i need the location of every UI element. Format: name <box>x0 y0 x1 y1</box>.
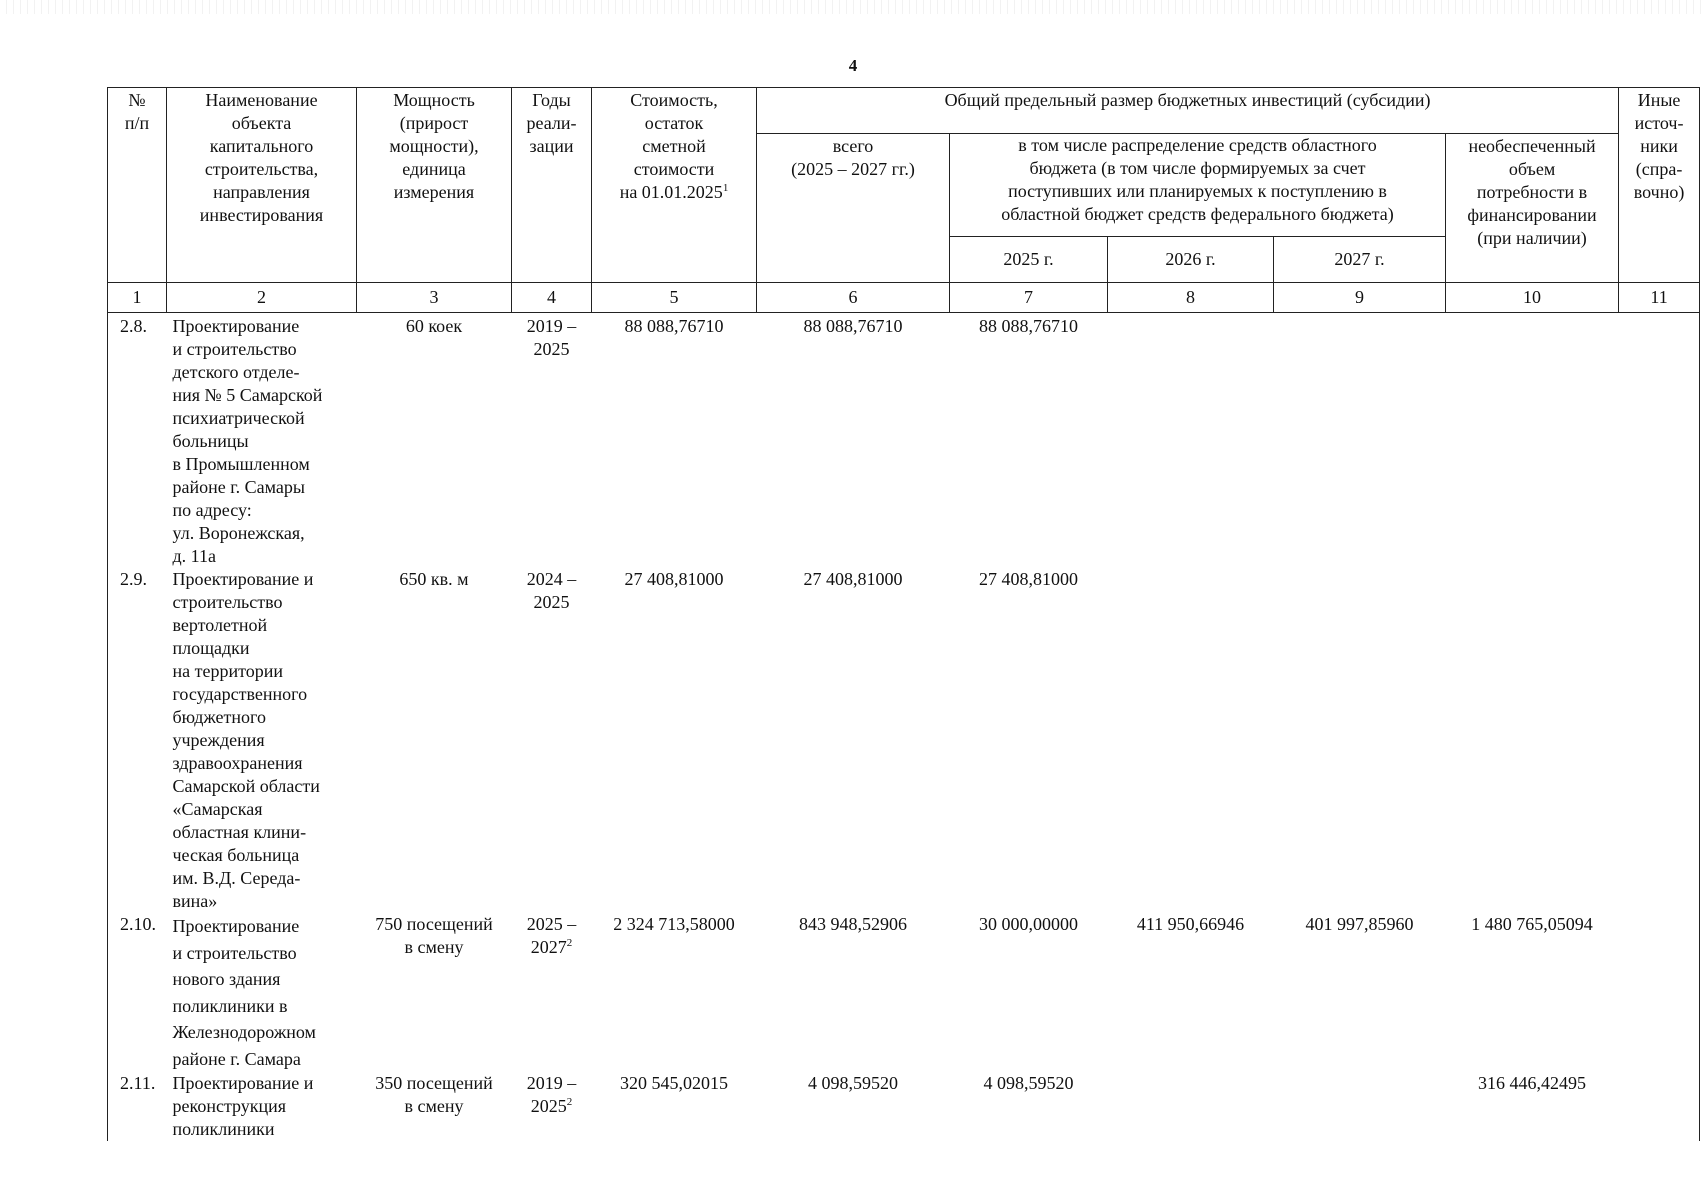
value-2026 <box>1108 568 1274 913</box>
object-name-line: детского отделе- <box>172 362 300 382</box>
table-row <box>108 313 1700 569</box>
column-number: 4 <box>512 283 592 313</box>
object-name <box>167 1072 357 1141</box>
other-sources-value <box>1619 313 1700 569</box>
value-2027 <box>1274 1072 1446 1141</box>
capacity <box>357 313 512 569</box>
column-number: 8 <box>1108 283 1274 313</box>
value-2025: 4 098,59520 <box>983 1073 1074 1093</box>
capacity-line: 750 посещений <box>375 914 493 934</box>
value-2025: 88 088,76710 <box>979 316 1078 336</box>
cost-value: 2 324 713,58000 <box>613 914 735 934</box>
object-name-line: Проектирование и <box>172 1073 314 1093</box>
cost-value: 88 088,76710 <box>624 316 724 336</box>
implementation-years <box>512 913 592 1072</box>
column-number: 9 <box>1274 283 1446 313</box>
row-number: 2.10. <box>108 913 167 1072</box>
header-line: Стоимость, <box>630 90 718 110</box>
header-col-number <box>108 88 167 283</box>
object-name-line: Железнодорожном <box>172 1022 316 1042</box>
header-line: измерения <box>393 182 475 202</box>
total-value: 88 088,76710 <box>803 316 903 336</box>
capacity <box>357 1072 512 1141</box>
object-name-line: строительство <box>172 592 283 612</box>
header-line: всего <box>832 136 874 156</box>
object-name-line: д. 11а <box>172 546 216 566</box>
column-number-row <box>108 283 1700 313</box>
object-name-line: им. В.Д. Середа- <box>172 868 301 888</box>
header-line: № <box>128 90 146 110</box>
header-line: необеспеченный <box>1468 136 1596 156</box>
unfunded-value: 316 446,42495 <box>1478 1073 1587 1093</box>
header-col-total <box>757 134 950 283</box>
header-line: мощности), <box>389 136 479 156</box>
header-line: на 01.01.2025 <box>619 182 723 202</box>
object-name <box>167 913 357 1072</box>
page-number: 4 <box>848 56 858 75</box>
header-line: единица <box>402 159 466 179</box>
header-year-2025: 2025 г. <box>950 237 1108 283</box>
header-line: источ- <box>1634 113 1684 133</box>
value-2026: 411 950,66946 <box>1136 914 1245 934</box>
object-name-line: Проектирование и <box>172 569 314 589</box>
other-sources-value <box>1619 913 1700 1072</box>
header-line: в том числе распределение средств областного <box>1018 135 1377 155</box>
table-row <box>108 1072 1700 1141</box>
header-line: Мощность <box>393 90 475 110</box>
header-line: поступивших или планируемых к поступлению в <box>1008 181 1387 201</box>
object-name-line: реконструкция <box>172 1096 287 1116</box>
years-line: 2025$^2$ <box>530 1096 573 1116</box>
years-line: 2024 – <box>526 569 577 589</box>
object-name-line: областная клини- <box>172 822 307 842</box>
header-col-cost <box>592 88 757 283</box>
object-name-line: на территории <box>172 661 284 681</box>
header-line: бюджета (в том числе формируемых за счет <box>1029 158 1366 178</box>
table-row <box>108 568 1700 913</box>
value-2026 <box>1108 313 1274 569</box>
header-line: (2025 – 2027 гг.) <box>791 159 915 179</box>
header-group-title: Общий предельный размер бюджетных инвестиций (субсидии) <box>757 88 1619 134</box>
total-value: 843 948,52906 <box>799 914 907 934</box>
implementation-years <box>512 313 592 569</box>
header-line: потребности в <box>1476 182 1588 202</box>
object-name-line: вина» <box>172 891 218 911</box>
capacity-line: 60 коек <box>405 316 463 336</box>
value-2025: 27 408,81000 <box>979 569 1078 589</box>
header-line: (при наличии) <box>1477 228 1587 248</box>
object-name-line: по адресу: <box>172 500 252 520</box>
object-name-line: Проектирование <box>172 316 300 336</box>
header-line: стоимости <box>633 159 715 179</box>
years-line: 2025 <box>533 592 570 612</box>
implementation-years <box>512 568 592 913</box>
header-line: остаток <box>644 113 704 133</box>
column-number: 2 <box>167 283 357 313</box>
other-sources-value <box>1619 568 1700 913</box>
header-line: (спра- <box>1635 159 1683 179</box>
object-name-line: учреждения <box>172 730 265 750</box>
object-name-line: здравоохранения <box>172 753 303 773</box>
header-line: ники <box>1640 136 1678 156</box>
capacity <box>357 568 512 913</box>
unfunded-value: 1 480 765,05094 <box>1471 914 1593 934</box>
header-line: финансировании <box>1467 205 1597 225</box>
header-line: капитального <box>209 136 314 156</box>
column-number: 10 <box>1446 283 1619 313</box>
header-line: областной бюджет средств федерального бюджета) <box>1001 204 1394 224</box>
header-line: п/п <box>124 113 150 133</box>
object-name-line: вертолетной <box>172 615 268 635</box>
column-number: 1 <box>108 283 167 313</box>
column-number: 6 <box>757 283 950 313</box>
value-2027 <box>1274 568 1446 913</box>
table-row <box>108 913 1700 1072</box>
object-name-line: больницы <box>172 431 249 451</box>
object-name-line: и строительство <box>172 339 297 359</box>
capacity-line: 350 посещений <box>375 1073 493 1093</box>
object-name-line: районе г. Самары <box>172 477 305 497</box>
object-name-line: психиатрической <box>172 408 305 428</box>
header-line: Годы <box>532 90 571 110</box>
value-2025: 30 000,00000 <box>979 914 1078 934</box>
header-col-capacity <box>357 88 512 283</box>
implementation-years <box>512 1072 592 1141</box>
object-name <box>167 568 357 913</box>
years-line: 2019 – <box>526 1073 577 1093</box>
unfunded-value <box>1446 568 1619 913</box>
investment-table <box>107 87 1700 1141</box>
header-col-cost-text <box>594 89 754 202</box>
years-line: 2025 – <box>526 914 577 934</box>
header-line: зации <box>529 136 574 156</box>
header-subgroup <box>950 134 1446 237</box>
value-2026 <box>1108 1072 1274 1141</box>
header-year-2026: 2026 г. <box>1108 237 1274 283</box>
unfunded-value <box>1446 313 1619 569</box>
column-number: 11 <box>1619 283 1700 313</box>
row-number: 2.9. <box>108 568 167 913</box>
object-name-line: «Самарская <box>172 799 263 819</box>
header-line: Наименование <box>205 90 318 110</box>
object-name <box>167 313 357 569</box>
cost-value: 320 545,02015 <box>620 1073 728 1093</box>
object-name-line: ческая больница <box>172 845 300 865</box>
header-line: сметной <box>642 136 706 156</box>
other-sources-value <box>1619 1072 1700 1141</box>
object-name-line: поликлиники <box>172 1119 275 1139</box>
value-2027: 401 997,85960 <box>1305 914 1414 934</box>
years-footnote: 2 <box>566 1096 573 1108</box>
column-number: 5 <box>592 283 757 313</box>
total-value: 4 098,59520 <box>808 1073 898 1093</box>
capacity-line: 650 кв. м <box>399 569 469 589</box>
column-number: 7 <box>950 283 1108 313</box>
value-2027 <box>1274 313 1446 569</box>
header-line: (прирост <box>399 113 469 133</box>
header-col-other <box>1619 88 1700 283</box>
object-name-line: в Промышленном <box>172 454 310 474</box>
header-line: вочно) <box>1633 182 1685 202</box>
years-line: 2025 <box>533 339 570 359</box>
object-name-line: поликлиники в <box>172 995 288 1016</box>
years-footnote: 2 <box>566 937 573 949</box>
object-name-line: нового здания <box>172 969 281 989</box>
header-line: объекта <box>231 113 292 133</box>
object-name-line: районе г. Самара <box>172 1048 301 1069</box>
header-col-years <box>512 88 592 283</box>
cost-value: 27 408,81000 <box>624 569 724 589</box>
table-header <box>108 88 1700 313</box>
header-year-2027: 2027 г. <box>1274 237 1446 283</box>
header-col-cost-note: 1 <box>722 182 729 194</box>
header-line: реали- <box>526 113 577 133</box>
object-name-line: бюджетного <box>172 707 266 727</box>
capacity <box>357 913 512 1072</box>
header-line: направления <box>213 182 310 202</box>
row-number: 2.11. <box>108 1072 167 1141</box>
object-name-line: площадки <box>172 638 250 658</box>
years-line: 2027$^2$ <box>530 937 573 957</box>
object-name-line: государственного <box>172 684 308 704</box>
total-value: 27 408,81000 <box>803 569 903 589</box>
row-number: 2.8. <box>108 313 167 569</box>
header-line: инвестирования <box>199 205 324 225</box>
table-body <box>108 313 1700 1142</box>
header-line: строительства, <box>204 159 319 179</box>
capacity-line: в смену <box>404 1096 464 1116</box>
capacity-line: в смену <box>404 937 464 957</box>
object-name-line: Самарской области <box>172 776 320 796</box>
years-line: 2019 – <box>526 316 577 336</box>
object-name-line: ул. Воронежская, <box>172 523 305 543</box>
scan-noise <box>0 0 1706 14</box>
object-name-line: ния № 5 Самарской <box>172 385 323 405</box>
header-col-name <box>167 88 357 283</box>
object-name-line: и строительство <box>172 942 297 963</box>
header-col-unfunded <box>1446 134 1619 283</box>
column-number: 3 <box>357 283 512 313</box>
header-line: объем <box>1508 159 1556 179</box>
object-name-line: Проектирование <box>172 916 300 936</box>
header-line: Иные <box>1637 90 1681 110</box>
